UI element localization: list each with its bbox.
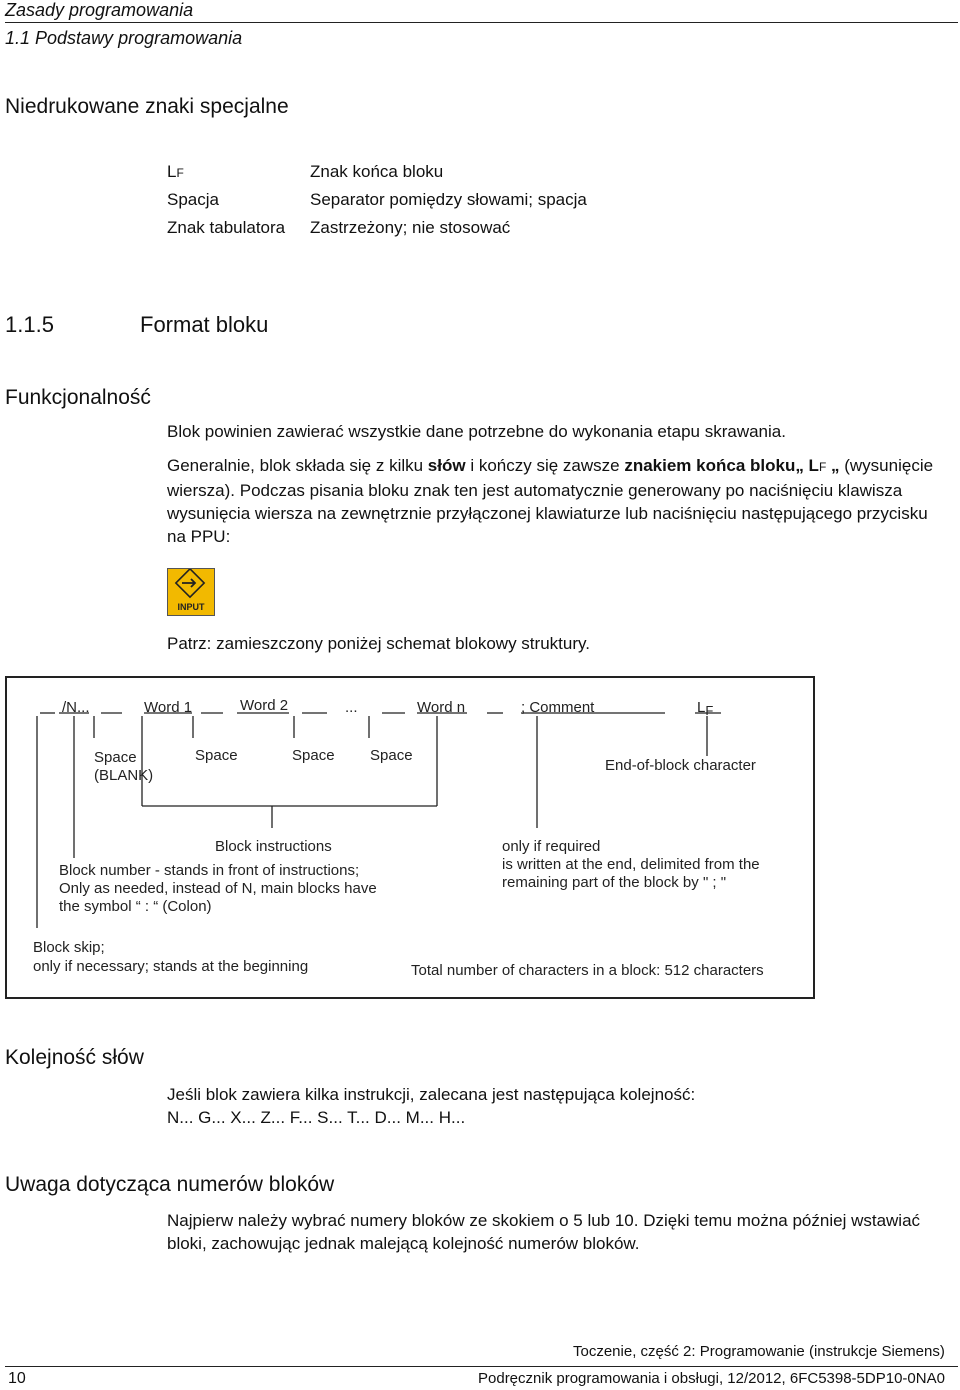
header-divider [5, 22, 958, 23]
special-char-desc-space: Separator pomiędzy słowami; spacja [310, 190, 587, 209]
uwaga-p1: Najpierw należy wybrać numery bloków ze skokiem o 5 lub 10. Dzięki temu można później wstawiać bloki, zachowując jednak malejącą kolejność numerów bloków. [167, 1211, 921, 1253]
footer-divider [5, 1366, 958, 1367]
diagram-comment: ; Comment [521, 699, 595, 716]
diagram-space-2: Space [195, 747, 238, 764]
kolejnosc-label: Kolejność słów [5, 1046, 144, 1069]
diagram-space-blank-1: Space [94, 749, 137, 766]
diagram-block-skip-1: Block skip; [33, 939, 105, 956]
funkcjonalnosc-p2: Generalnie, blok składa się z kilku słów i kończy się zawsze znakiem końca bloku„ LF „ (wysunięcie wiersza). Podczas pisania bloku znak ten jest automatycznie generowany po naciśnięciu klawisza wysunięcia wiersza na zewnętrznie przyłączonej klawiaturze lub naciśnięciu następującego przycisku na PPU: [167, 456, 934, 546]
kolejnosc-p1: Jeśli blok zawiera kilka instrukcji, zalecana jest następująca kolejność: [167, 1085, 696, 1104]
special-char-desc-lf: Znak końca bloku [310, 162, 444, 181]
special-char-key-space: Spacja [167, 190, 219, 209]
input-key-icon [167, 568, 215, 616]
page-number: 10 [8, 1370, 26, 1387]
diagram-block-number-1: Block number - stands in front of instructions; [59, 862, 360, 879]
diagram-space-blank-2: (BLANK) [94, 767, 154, 784]
diagram-word1: Word 1 [144, 699, 193, 716]
kolejnosc-p2: N... G... X... Z... F... S... T... D... M... H... [167, 1108, 466, 1127]
diagram-space-4: Space [370, 747, 413, 764]
uwaga-label: Uwaga dotycząca numerów bloków [5, 1173, 335, 1196]
term-words: słów [427, 456, 466, 475]
diagram-block-number-3: the symbol “ : “ (Colon) [59, 898, 212, 915]
diagram-eob: End-of-block character [605, 757, 756, 774]
funkcjonalnosc-p3: Patrz: zamieszczony poniżej schemat blokowy struktury. [167, 634, 590, 653]
diagram-n: /N... [62, 699, 90, 716]
footer-line2: Podręcznik programowania i obsługi, 12/2012, 6FC5398-5DP10-0NA0 [478, 1370, 945, 1387]
special-chars-heading: Niedrukowane znaki specjalne [5, 95, 289, 118]
special-char-key-tab: Znak tabulatora [167, 218, 286, 237]
term-eob: znakiem końca bloku„ L [624, 456, 819, 475]
special-char-desc-tab: Zastrzeżony; nie stosować [310, 218, 511, 237]
funkcjonalnosc-p1: Blok powinien zawierać wszystkie dane potrzebne do wykonania etapu skrawania. [167, 422, 786, 441]
chapter-title: Zasady programowania [5, 0, 194, 20]
diagram-lf: LF [697, 699, 714, 718]
section-subtitle: 1.1 Podstawy programowania [5, 28, 243, 48]
diagram-block-instructions: Block instructions [215, 838, 332, 855]
diagram-word2: Word 2 [240, 697, 289, 714]
diagram-dots: ... [345, 699, 358, 716]
funkcjonalnosc-label: Funkcjonalność [5, 386, 151, 409]
diagram-block-number-2: Only as needed, instead of N, main blocks have [59, 880, 377, 897]
block-format-diagram [5, 676, 815, 999]
diagram-wordn: Word n [417, 699, 466, 716]
special-char-key-lf: LF [167, 162, 184, 181]
input-key-label: INPUT [177, 602, 205, 612]
diagram-block-skip-2: only if necessary; stands at the beginning [33, 958, 309, 975]
section-number: 1.1.5 [5, 312, 54, 337]
section-title: Format bloku [140, 312, 269, 337]
footer-line1: Toczenie, część 2: Programowanie (instrukcje Siemens) [573, 1343, 945, 1360]
diagram-total: Total number of characters in a block: 512 characters [411, 962, 764, 979]
diagram-remaining-part: remaining part of the block by " ; " [502, 874, 727, 891]
diagram-space-3: Space [292, 747, 335, 764]
diagram-only-if-required: only if required [502, 838, 601, 855]
diagram-written-end: is written at the end, delimited from the [502, 856, 760, 873]
